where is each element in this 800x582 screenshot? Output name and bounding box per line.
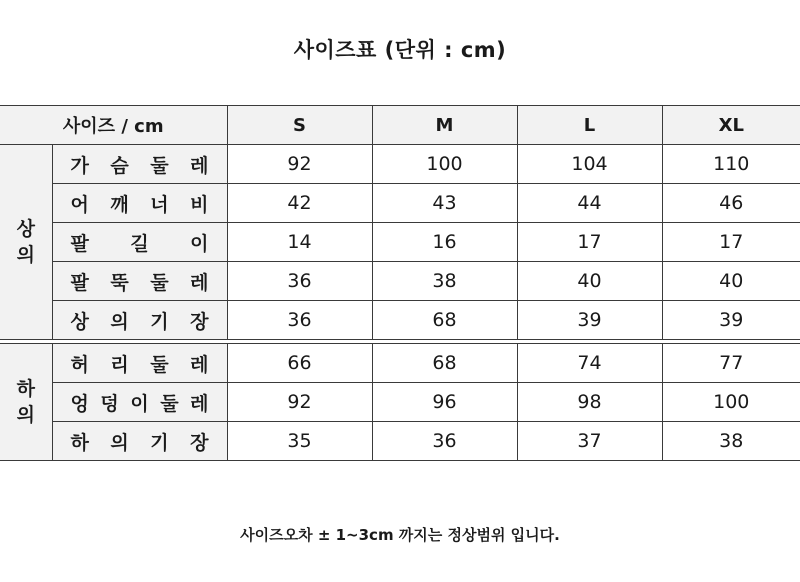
row-label: 하 의 기 장 <box>52 422 227 461</box>
value-cell: 35 <box>227 422 372 461</box>
value-cell: 66 <box>227 344 372 383</box>
row-label: 허 리 둘 레 <box>52 344 227 383</box>
value-cell: 74 <box>517 344 662 383</box>
value-cell: 98 <box>517 383 662 422</box>
row-label: 가 슴 둘 레 <box>52 145 227 184</box>
row-label: 엉 덩 이 둘 레 <box>52 383 227 422</box>
value-cell: 68 <box>372 301 517 340</box>
row-label: 팔 뚝 둘 레 <box>52 262 227 301</box>
value-cell: 16 <box>372 223 517 262</box>
value-cell: 36 <box>227 262 372 301</box>
value-cell: 14 <box>227 223 372 262</box>
value-cell: 40 <box>662 262 800 301</box>
value-cell: 36 <box>227 301 372 340</box>
value-cell: 17 <box>662 223 800 262</box>
value-cell: 38 <box>662 422 800 461</box>
value-cell: 37 <box>517 422 662 461</box>
table-row <box>0 383 800 422</box>
value-cell: 46 <box>662 184 800 223</box>
value-cell: 100 <box>662 383 800 422</box>
value-cell: 42 <box>227 184 372 223</box>
value-cell: 77 <box>662 344 800 383</box>
table-row <box>0 301 800 340</box>
value-cell: 36 <box>372 422 517 461</box>
size-chart-table <box>0 105 800 461</box>
table-row <box>0 422 800 461</box>
value-cell: 96 <box>372 383 517 422</box>
row-label: 팔 길 이 <box>52 223 227 262</box>
row-label: 상 의 기 장 <box>52 301 227 340</box>
row-label: 어 깨 너 비 <box>52 184 227 223</box>
table-row <box>0 344 800 383</box>
table-row <box>0 145 800 184</box>
size-header-l: L <box>517 106 662 145</box>
table-row <box>0 223 800 262</box>
size-header-m: M <box>372 106 517 145</box>
value-cell: 44 <box>517 184 662 223</box>
table-row <box>0 262 800 301</box>
value-cell: 17 <box>517 223 662 262</box>
value-cell: 38 <box>372 262 517 301</box>
value-cell: 92 <box>227 383 372 422</box>
value-cell: 92 <box>227 145 372 184</box>
value-cell: 39 <box>662 301 800 340</box>
group-label-top: 상 의 <box>0 145 52 340</box>
group-label-bottom: 하 의 <box>0 344 52 461</box>
value-cell: 110 <box>662 145 800 184</box>
value-cell: 68 <box>372 344 517 383</box>
size-header-xl: XL <box>662 106 800 145</box>
size-header-s: S <box>227 106 372 145</box>
value-cell: 39 <box>517 301 662 340</box>
value-cell: 104 <box>517 145 662 184</box>
size-unit-header: 사이즈 / cm <box>0 106 227 145</box>
value-cell: 40 <box>517 262 662 301</box>
header-row <box>0 106 800 145</box>
page-title: 사이즈표 (단위 : cm) <box>293 38 507 62</box>
tolerance-note: 사이즈오차 ± 1~3cm 까지는 정상범위 입니다. <box>240 526 560 544</box>
value-cell: 100 <box>372 145 517 184</box>
table-row <box>0 184 800 223</box>
value-cell: 43 <box>372 184 517 223</box>
